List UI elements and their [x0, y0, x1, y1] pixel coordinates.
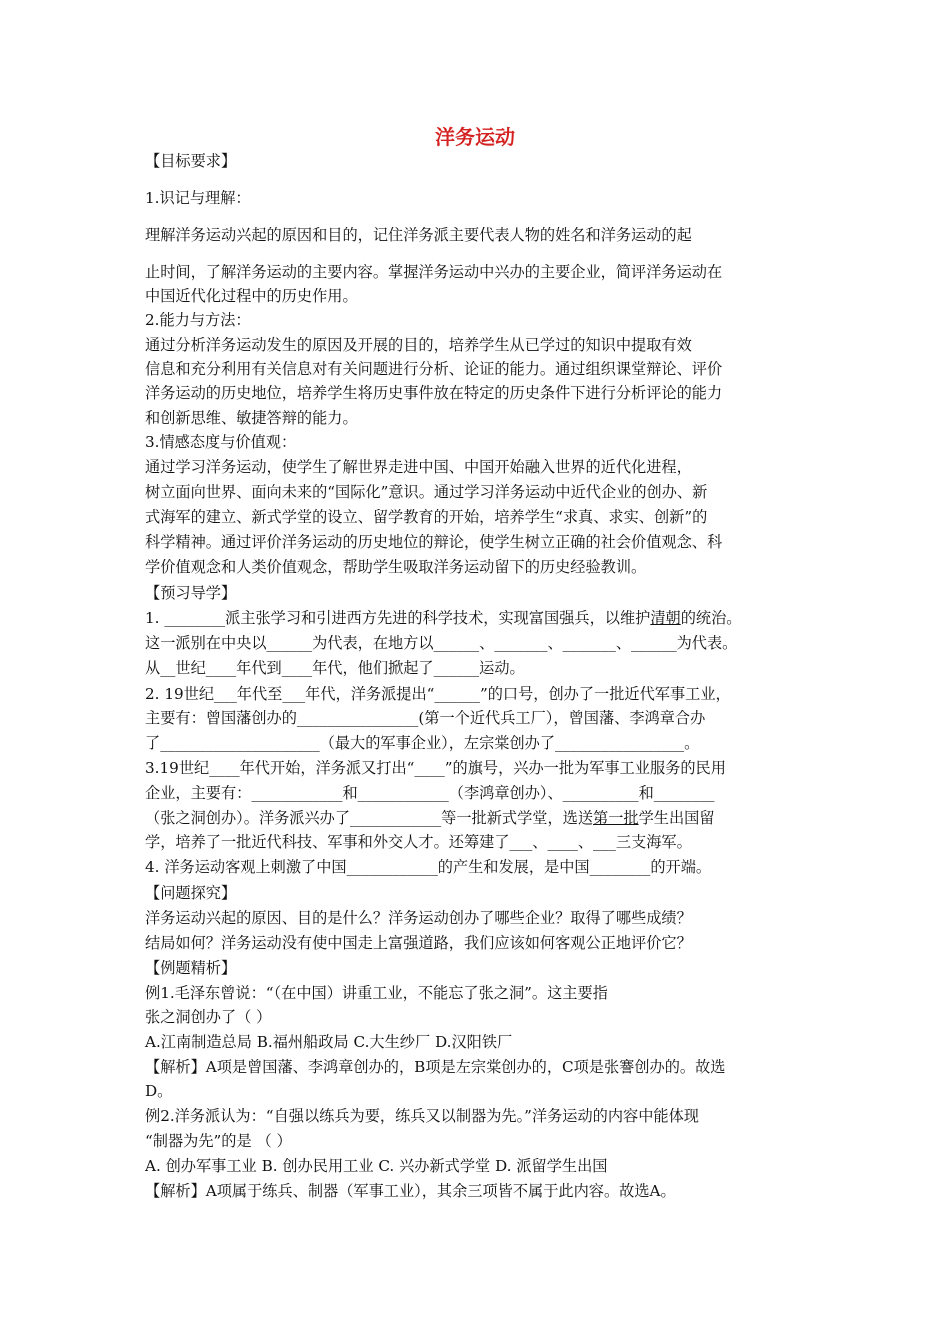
text-line: 主要有：曾国藩创办的________________(第一个近代兵工厂），曾国藩、李鸿章合办	[145, 709, 706, 727]
text-line: 式海军的建立、新式学堂的设立、留学教育的开始，培养学生“求真、求实、创新”的	[145, 508, 708, 526]
text-line: 【解析】A项是曾国藩、李鸿章创办的，B项是左宗棠创办的，C项是张謇创办的。故选	[145, 1058, 726, 1076]
text-span: 的统治。	[680, 609, 742, 627]
text-line: 例1.毛泽东曾说：“（在中国）讲重工业，不能忘了张之洞”。这主要指	[145, 984, 608, 1002]
text-line: 学价值观念和人类价值观念，帮助学生吸取洋务运动留下的历史经验教训。	[145, 558, 647, 576]
text-line: D。	[145, 1082, 173, 1100]
text-line: 了_____________________（最大的军事企业），左宗棠创办了_________________。	[145, 734, 700, 752]
underlined-term: 清朝	[650, 609, 681, 627]
text-line: 结局如何？洋务运动没有使中国走上富强道路，我们应该如何客观公正地评价它？	[145, 934, 692, 952]
section-goals: 【目标要求】	[145, 152, 237, 170]
text-line: 4. 洋务运动客观上刺激了中国____________的产生和发展，是中国________的开端。	[145, 858, 712, 876]
text-line: 科学精神。通过评价洋务运动的历史地位的辩论，使学生树立正确的社会价值观念、科	[145, 533, 723, 551]
text-line: 企业，主要有：____________和____________（李鸿章创办）、__________和________	[145, 784, 715, 802]
text-line: A.江南制造总局 B.福州船政局 C.大生纱厂 D.汉阳铁厂	[145, 1033, 513, 1051]
text-span: 学生出国留	[638, 809, 715, 827]
section-explore: 【问题探究】	[145, 884, 237, 902]
text-line: 张之洞创办了（ ）	[145, 1008, 272, 1026]
section-examples: 【例题精析】	[145, 959, 237, 977]
text-line: 1.识记与理解：	[145, 189, 251, 207]
text-line: 从__世纪____年代到____年代，他们掀起了______运动。	[145, 659, 525, 677]
text-line: 洋务运动兴起的原因、目的是什么？洋务运动创办了哪些企业？取得了哪些成绩？	[145, 909, 692, 927]
text-span: （张之洞创办）。洋务派兴办了____________等一批新式学堂，选送	[145, 809, 594, 827]
text-line: 例2.洋务派认为：“自强以练兵为要，练兵又以制器为先。”洋务运动的内容中能体现	[145, 1107, 699, 1125]
text-line	[145, 608, 741, 628]
text-line: 和创新思维、敏捷答辩的能力。	[145, 409, 358, 427]
text-line: “制器为先”的是 （ ）	[145, 1132, 292, 1150]
text-line: 学，培养了一批近代科技、军事和外交人才。还筹建了___、____、___三支海军。	[145, 833, 692, 851]
text-line: 止时间，了解洋务运动的主要内容。掌握洋务运动中兴办的主要企业，简评洋务运动在	[145, 263, 723, 281]
text-line: 这一派别在中央以______为代表，在地方以______、_______、_______、______为代表。	[145, 634, 738, 652]
text-line: 3.19世纪____年代开始，洋务派又打出“____”的旗号，兴办一批为军事工业服务的民用	[145, 759, 726, 777]
text-line: 2. 19世纪___年代至___年代，洋务派提出“______”的口号，创办了一批近代军事工业，	[145, 685, 731, 703]
text-line: 洋务运动的历史地位，培养学生将历史事件放在特定的历史条件下进行分析评论的能力	[145, 384, 723, 402]
text-line: 2.能力与方法：	[145, 311, 251, 329]
text-line: 信息和充分利用有关信息对有关问题进行分析、论证的能力。通过组织课堂辩论、评价	[145, 360, 723, 378]
underlined-term: 第一批	[593, 809, 639, 827]
text-line: 中国近代化过程中的历史作用。	[145, 287, 358, 305]
page-title: 洋务运动	[435, 125, 515, 149]
text-line	[145, 808, 715, 828]
text-span: 1. ________派主张学习和引进西方先进的科学技术，实现富国强兵，以维护	[145, 609, 651, 627]
section-preview: 【预习导学】	[145, 584, 237, 602]
text-line: 通过学习洋务运动，使学生了解世界走进中国、中国开始融入世界的近代化进程，	[145, 458, 692, 476]
text-line: 3.情感态度与价值观：	[145, 433, 297, 451]
text-line: 【解析】A项属于练兵、制器（军事工业），其余三项皆不属于此内容。故选A。	[145, 1182, 676, 1200]
text-line: 树立面向世界、面向未来的“国际化”意识。通过学习洋务运动中近代企业的创办、新	[145, 483, 708, 501]
text-line: 理解洋务运动兴起的原因和目的，记住洋务派主要代表人物的姓名和洋务运动的起	[145, 226, 692, 244]
text-line: A. 创办军事工业 B. 创办民用工业 C. 兴办新式学堂 D. 派留学生出国	[145, 1157, 608, 1175]
text-line: 通过分析洋务运动发生的原因及开展的目的，培养学生从已学过的知识中提取有效	[145, 336, 692, 354]
